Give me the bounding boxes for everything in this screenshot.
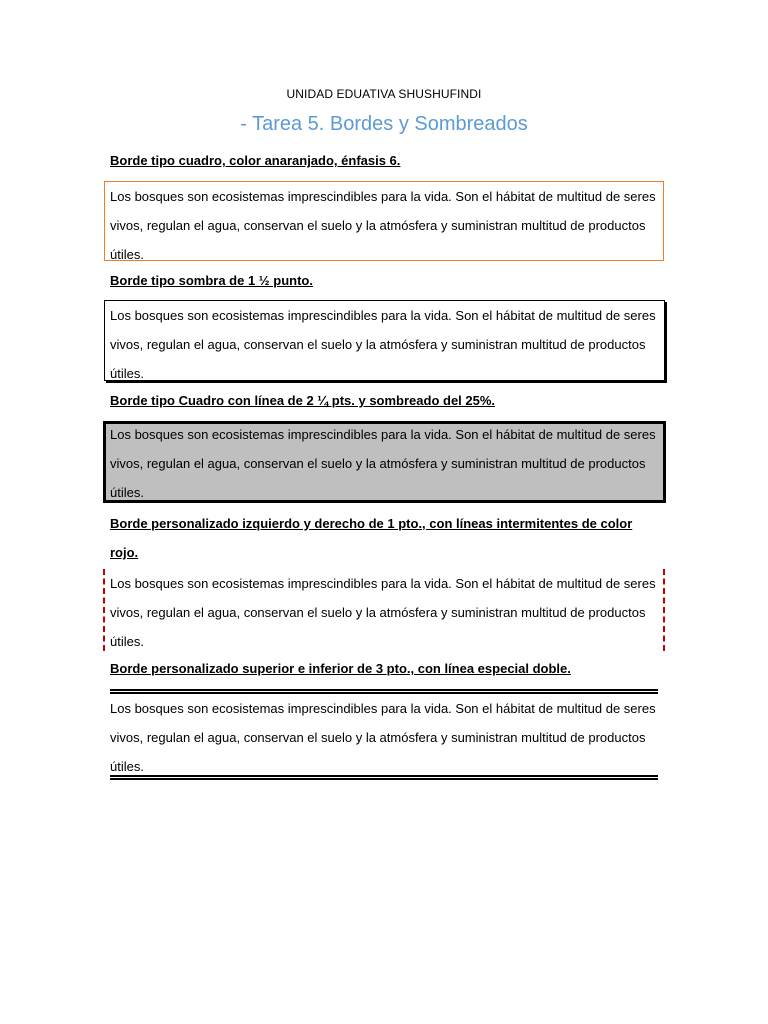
paragraph-thick-shaded-box	[103, 421, 666, 503]
paragraph-text: Los bosques son ecosistemas imprescindibles para la vida. Son el hábitat de multitud de seres vivos, regulan el agua, conservan el suelo y la atmósfera y suministran multitud de productos útiles.	[110, 576, 656, 649]
section-heading-orange-box: Borde tipo cuadro, color anaranjado, énfasis 6.	[110, 153, 401, 168]
paragraph-text: Los bosques son ecosistemas imprescindibles para la vida. Son el hábitat de multitud de seres vivos, regulan el agua, conservan el suelo y la atmósfera y suministran multitud de productos útiles.	[110, 427, 656, 500]
paragraph-text: Los bosques son ecosistemas imprescindibles para la vida. Son el hábitat de multitud de seres vivos, regulan el agua, conservan el suelo y la atmósfera y suministran multitud de productos útiles.	[110, 308, 656, 381]
paragraph-red-dashed-sides	[103, 569, 665, 651]
school-name: UNIDAD EDUATIVA SHUSHUFINDI	[286, 87, 482, 101]
section-heading-shadow-box: Borde tipo sombra de 1 ½ punto.	[110, 273, 313, 288]
paragraph-shadow-box	[104, 300, 665, 381]
paragraph-double-top-bottom	[110, 689, 658, 780]
paragraph-orange-box	[104, 181, 664, 261]
section-heading-double-top-bottom: Borde personalizado superior e inferior de 3 pto., con línea especial doble.	[110, 661, 571, 676]
section-heading-red-dashed-sides: Borde personalizado izquierdo y derecho de 1 pto., con líneas intermitentes de color rojo.	[110, 516, 633, 560]
paragraph-text: Los bosques son ecosistemas imprescindibles para la vida. Son el hábitat de multitud de seres vivos, regulan el agua, conservan el suelo y la atmósfera y suministran multitud de productos útiles.	[110, 189, 656, 262]
document-title: - Tarea 5. Bordes y Sombreados	[240, 113, 528, 135]
paragraph-text: Los bosques son ecosistemas imprescindibles para la vida. Son el hábitat de multitud de seres vivos, regulan el agua, conservan el suelo y la atmósfera y suministran multitud de productos útiles.	[110, 701, 656, 774]
section-heading-thick-shaded-box: Borde tipo Cuadro con línea de 2 ¼ pts. y sombreado del 25%.	[110, 393, 496, 408]
